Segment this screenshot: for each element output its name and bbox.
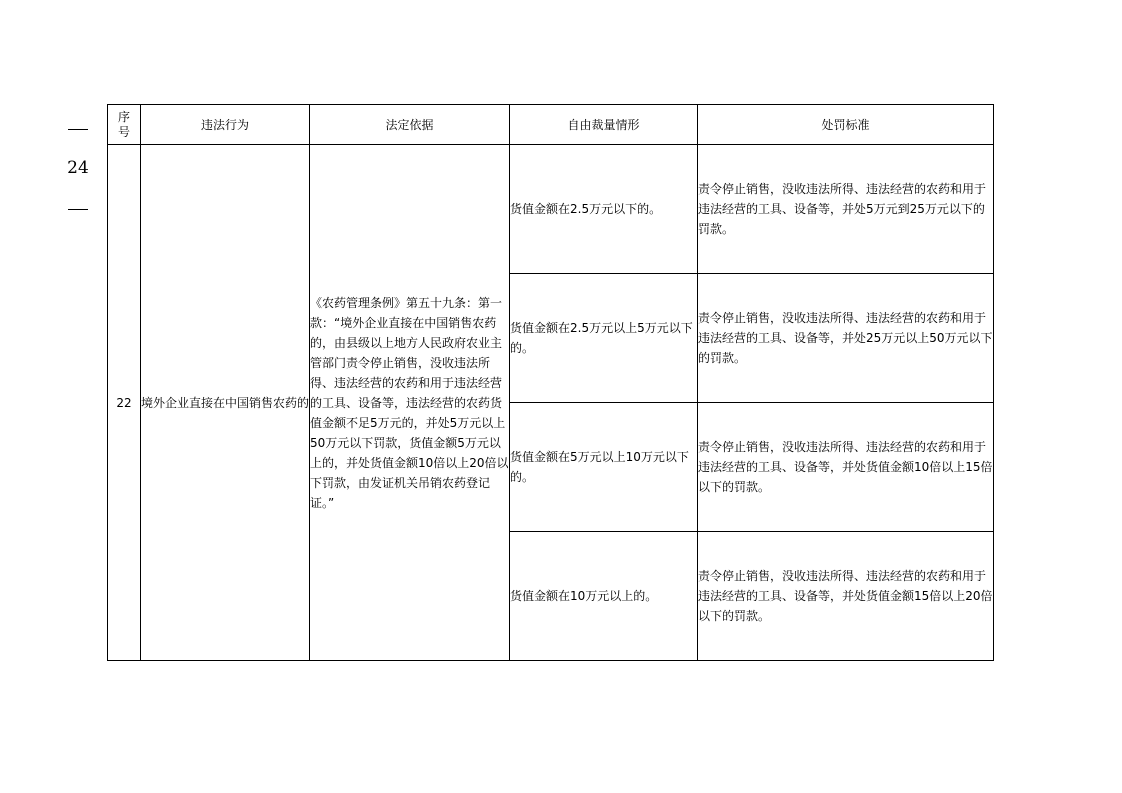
situation-cell: 货值金额在10万元以上的。	[510, 532, 698, 661]
penalty-standards-table	[107, 104, 994, 661]
header-act: 违法行为	[141, 105, 310, 145]
situation-cell: 货值金额在2.5万元以下的。	[510, 145, 698, 274]
situation-cell: 货值金额在2.5万元以上5万元以下的。	[510, 274, 698, 403]
entry-number: 22	[108, 145, 141, 661]
penalty-cell: 责令停止销售，没收违法所得、违法经营的农药和用于违法经营的工具、设备等，并处货值金额15倍以上20倍以下的罚款。	[698, 532, 994, 661]
page-number-bottom-dash	[68, 209, 88, 210]
header-penalty: 处罚标准	[698, 105, 994, 145]
table-row	[108, 145, 994, 274]
situation-cell: 货值金额在5万元以上10万元以下的。	[510, 403, 698, 532]
penalty-cell: 责令停止销售，没收违法所得、违法经营的农药和用于违法经营的工具、设备等，并处25万元以上50万元以下的罚款。	[698, 274, 994, 403]
header-basis: 法定依据	[310, 105, 510, 145]
page-number: 24	[67, 158, 89, 178]
entry-legal-basis: 《农药管理条例》第五十九条：第一款：“境外企业直接在中国销售农药的，由县级以上地方人民政府农业主管部门责令停止销售，没收违法所得、违法经营的农药和用于违法经营的工具、设备等，违法经营的农药货值金额不足5万元的，并处5万元以上50万元以下罚款，货值金额5万元以上的，并处货值金额10倍以上20倍以下罚款，由发证机关吊销农药登记证。”	[310, 145, 510, 661]
header-no: 序号	[108, 105, 141, 145]
page-number-top-dash	[68, 129, 88, 130]
table-header-row	[108, 105, 994, 145]
penalty-cell: 责令停止销售，没收违法所得、违法经营的农药和用于违法经营的工具、设备等，并处货值金额10倍以上15倍以下的罚款。	[698, 403, 994, 532]
penalty-cell: 责令停止销售，没收违法所得、违法经营的农药和用于违法经营的工具、设备等，并处5万元到25万元以下的罚款。	[698, 145, 994, 274]
header-situation: 自由裁量情形	[510, 105, 698, 145]
entry-violation: 境外企业直接在中国销售农药的	[141, 145, 310, 661]
